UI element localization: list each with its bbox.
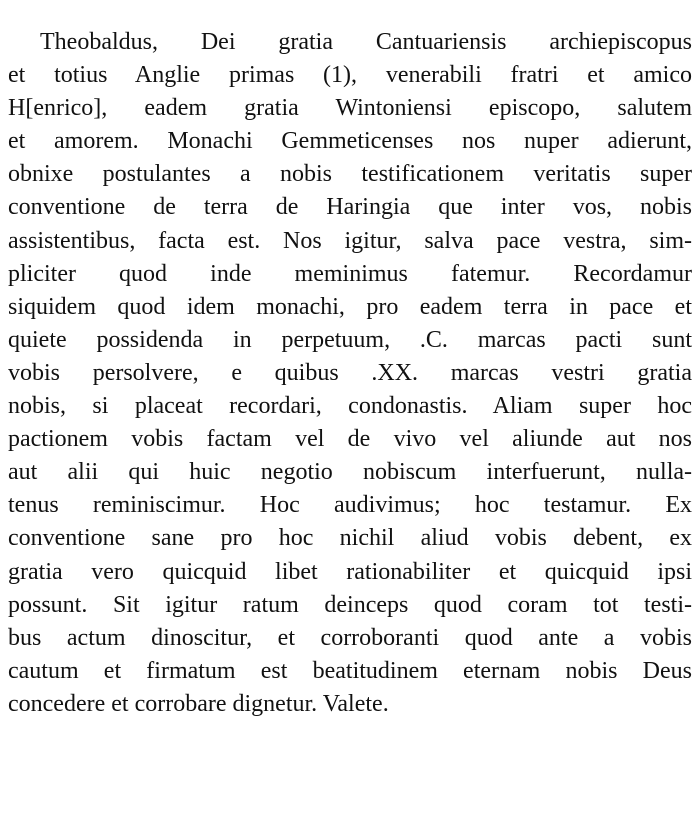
text-line: et amorem. Monachi Gemmeticenses nos nuper adierunt, [8,128,692,155]
text-line: bus actum dinoscitur, et corroboranti quod ante a vobis [8,624,692,651]
text-line: quiete possidenda in perpetuum, .C. marcas pacti sunt [8,326,692,353]
text-line: possunt. Sit igitur ratum deinceps quod coram tot testi- [8,591,692,618]
text-line: cautum et firmatum est beatitudinem eternam nobis Deus [8,657,692,684]
text-line: assistentibus, facta est. Nos igitur, salva pace vestra, sim- [8,227,692,254]
text-line: tenus reminiscimur. Hoc audivimus; hoc testamur. Ex [8,492,692,519]
text-line: aut alii qui huic negotio nobiscum interfuerunt, nulla- [8,459,692,486]
text-line: Theobaldus, Dei gratia Cantuariensis archiepiscopus [40,29,692,55]
letter-body [8,26,692,721]
text-line: gratia vero quicquid libet rationabiliter et quicquid ipsi [8,558,692,585]
text-line: nobis, si placeat recordari, condonastis. Aliam super hoc [8,393,692,420]
text-line: H[enrico], eadem gratia Wintoniensi episcopo, salutem [8,95,692,122]
text-line: siquidem quod idem monachi, pro eadem terra in pace et [8,293,692,320]
text-line: vobis persolvere, e quibus .XX. marcas vestri gratia [8,359,692,386]
text-line: conventione sane pro hoc nichil aliud vobis debent, ex [8,525,692,552]
text-line: conventione de terra de Haringia que inter vos, nobis [8,194,692,221]
text-line: pliciter quod inde meminimus fatemur. Recordamur [8,260,692,287]
text-line: obnixe postulantes a nobis testificationem veritatis super [8,161,692,188]
text-line-last: concedere et corrobare dignetur. Valete. [8,690,389,717]
text-line: pactionem vobis factam vel de vivo vel aliunde aut nos [8,426,692,453]
text-line: et totius Anglie primas (1), venerabili fratri et amico [8,62,692,89]
